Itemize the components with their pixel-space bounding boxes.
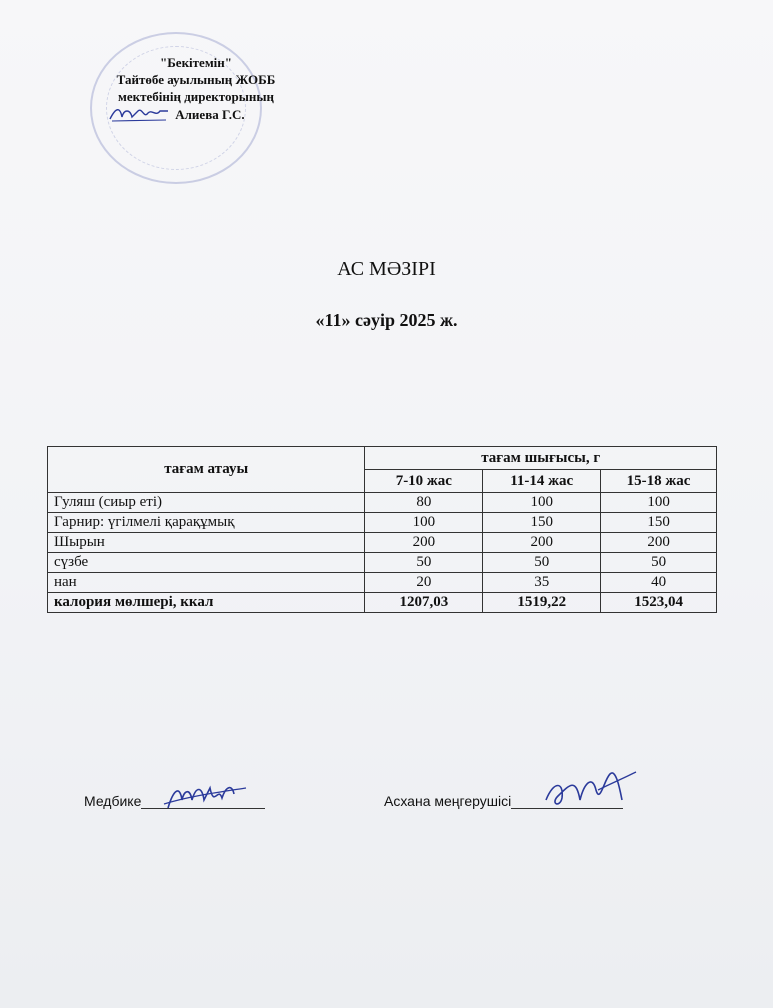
director-name: Алиева Г.С.	[175, 107, 245, 122]
dish-value: 50	[601, 553, 717, 573]
total-value: 1207,03	[365, 593, 483, 613]
dish-value: 100	[601, 493, 717, 513]
table-header-row	[48, 447, 717, 470]
total-value: 1523,04	[601, 593, 717, 613]
approval-director-line	[86, 105, 306, 123]
table-row	[48, 493, 717, 513]
approval-block	[86, 54, 306, 123]
dish-value: 50	[365, 553, 483, 573]
canteen-label: Асхана меңгерушісі	[384, 793, 512, 809]
dish-value: 20	[365, 573, 483, 593]
menu-date: «11» сәуір 2025 ж.	[315, 310, 458, 330]
header-age-1: 7-10 жас	[365, 470, 483, 493]
approval-school: Тайтөбе ауылының ЖОББ	[116, 72, 276, 87]
menu-table	[47, 446, 717, 613]
nurse-signature	[160, 778, 250, 818]
dish-name: нан	[48, 573, 365, 593]
table-row	[48, 513, 717, 533]
total-value: 1519,22	[483, 593, 601, 613]
dish-value: 150	[601, 513, 717, 533]
header-age-2: 11-14 жас	[483, 470, 601, 493]
dish-value: 100	[483, 493, 601, 513]
dish-value: 35	[483, 573, 601, 593]
canteen-signature	[540, 760, 640, 816]
total-label: калория мөлшері, ккал	[48, 593, 365, 613]
dish-value: 40	[601, 573, 717, 593]
table-total-row	[48, 593, 717, 613]
dish-name: сүзбе	[48, 553, 365, 573]
dish-name: Шырын	[48, 533, 365, 553]
approval-heading: "Бекітемін"	[159, 55, 232, 70]
table-row	[48, 533, 717, 553]
dish-value: 200	[483, 533, 601, 553]
dish-name: Гуляш (сиыр еті)	[48, 493, 365, 513]
dish-value: 150	[483, 513, 601, 533]
approval-position: мектебінің директорының	[117, 89, 274, 104]
header-output: тағам шығысы, г	[365, 447, 717, 470]
dish-value: 200	[365, 533, 483, 553]
dish-value: 200	[601, 533, 717, 553]
dish-value: 100	[365, 513, 483, 533]
director-signature	[108, 105, 172, 123]
nurse-label: Медбике	[84, 793, 142, 809]
dish-name: Гарнир: үгілмелі қарақұмық	[48, 513, 365, 533]
table-row	[48, 553, 717, 573]
dish-value: 50	[483, 553, 601, 573]
header-age-3: 15-18 жас	[601, 470, 717, 493]
dish-value: 80	[365, 493, 483, 513]
table-row	[48, 573, 717, 593]
page-title: АС МӘЗІРІ	[337, 258, 436, 280]
header-dish-name: тағам атауы	[48, 447, 365, 493]
